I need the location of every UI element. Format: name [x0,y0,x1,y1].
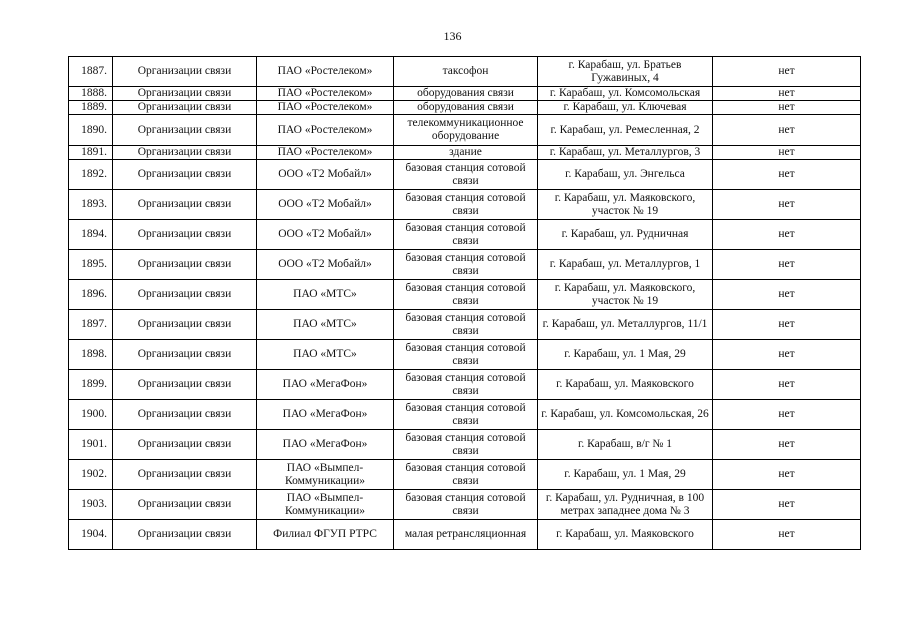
table-row [69,101,861,115]
row-category: Организации связи [113,340,257,370]
table-row [69,310,861,340]
row-owner: ПАО «МегаФон» [257,400,394,430]
table-row [69,146,861,160]
row-number: 1900. [69,400,113,430]
row-note: нет [713,160,861,190]
row-note: нет [713,115,861,146]
row-category: Организации связи [113,520,257,550]
row-category: Организации связи [113,460,257,490]
row-number: 1889. [69,101,113,115]
row-note: нет [713,280,861,310]
row-object: базовая станция сотовой связи [394,340,538,370]
row-note: нет [713,370,861,400]
row-note: нет [713,460,861,490]
table-row [69,87,861,101]
row-owner: Филиал ФГУП РТРС [257,520,394,550]
row-object: базовая станция сотовой связи [394,160,538,190]
row-category: Организации связи [113,250,257,280]
row-category: Организации связи [113,370,257,400]
row-address: г. Карабаш, ул. Металлургов, 1 [538,250,713,280]
row-category: Организации связи [113,280,257,310]
row-owner: ПАО «Вымпел-Коммуникации» [257,490,394,520]
row-address: г. Карабаш, ул. Комсомольская [538,87,713,101]
row-note: нет [713,190,861,220]
row-number: 1902. [69,460,113,490]
table-row [69,370,861,400]
row-address: г. Карабаш, ул. Рудничная [538,220,713,250]
row-category: Организации связи [113,57,257,87]
table-row [69,460,861,490]
registry-table [68,56,861,550]
row-note: нет [713,430,861,460]
row-object: базовая станция сотовой связи [394,370,538,400]
row-number: 1895. [69,250,113,280]
row-address: г. Карабаш, ул. Ключевая [538,101,713,115]
row-address: г. Карабаш, ул. Маяковского, участок № 19 [538,280,713,310]
row-category: Организации связи [113,430,257,460]
row-address: г. Карабаш, в/г № 1 [538,430,713,460]
table-row [69,490,861,520]
row-address: г. Карабаш, ул. Братьев Гужавиных, 4 [538,57,713,87]
row-category: Организации связи [113,400,257,430]
row-object: малая ретрансляционная [394,520,538,550]
row-note: нет [713,220,861,250]
row-owner: ПАО «Ростелеком» [257,101,394,115]
table-row [69,115,861,146]
row-category: Организации связи [113,160,257,190]
row-object: таксофон [394,57,538,87]
row-category: Организации связи [113,101,257,115]
row-address: г. Карабаш, ул. Маяковского [538,520,713,550]
row-number: 1892. [69,160,113,190]
row-note: нет [713,490,861,520]
row-owner: ПАО «МегаФон» [257,430,394,460]
row-address: г. Карабаш, ул. Металлургов, 3 [538,146,713,160]
table-row [69,160,861,190]
row-note: нет [713,87,861,101]
row-address: г. Карабаш, ул. Маяковского [538,370,713,400]
row-address: г. Карабаш, ул. 1 Мая, 29 [538,340,713,370]
row-owner: ПАО «Ростелеком» [257,57,394,87]
row-note: нет [713,340,861,370]
row-category: Организации связи [113,190,257,220]
row-owner: ООО «Т2 Мобайл» [257,220,394,250]
row-number: 1890. [69,115,113,146]
row-object: базовая станция сотовой связи [394,220,538,250]
row-number: 1888. [69,87,113,101]
row-category: Организации связи [113,220,257,250]
row-number: 1897. [69,310,113,340]
row-address: г. Карабаш, ул. Металлургов, 11/1 [538,310,713,340]
row-number: 1894. [69,220,113,250]
row-note: нет [713,101,861,115]
row-owner: ПАО «МТС» [257,280,394,310]
table-row [69,250,861,280]
row-number: 1899. [69,370,113,400]
row-object: базовая станция сотовой связи [394,190,538,220]
row-owner: ООО «Т2 Мобайл» [257,190,394,220]
table-row [69,430,861,460]
row-owner: ПАО «МегаФон» [257,370,394,400]
row-owner: ПАО «Ростелеком» [257,87,394,101]
row-object: базовая станция сотовой связи [394,310,538,340]
table-row [69,280,861,310]
row-number: 1893. [69,190,113,220]
row-category: Организации связи [113,87,257,101]
row-number: 1898. [69,340,113,370]
row-number: 1896. [69,280,113,310]
row-note: нет [713,520,861,550]
row-object: базовая станция сотовой связи [394,490,538,520]
row-object: базовая станция сотовой связи [394,250,538,280]
row-category: Организации связи [113,146,257,160]
row-note: нет [713,146,861,160]
row-owner: ПАО «Вымпел-Коммуникации» [257,460,394,490]
row-owner: ООО «Т2 Мобайл» [257,250,394,280]
table-row [69,400,861,430]
row-owner: ПАО «МТС» [257,310,394,340]
row-note: нет [713,310,861,340]
row-number: 1891. [69,146,113,160]
table-row [69,520,861,550]
page-number: 136 [443,29,462,43]
table-row [69,57,861,87]
row-object: телекоммуникационное оборудование [394,115,538,146]
row-object: здание [394,146,538,160]
row-owner: ПАО «МТС» [257,340,394,370]
row-category: Организации связи [113,490,257,520]
row-object: базовая станция сотовой связи [394,400,538,430]
row-number: 1887. [69,57,113,87]
row-note: нет [713,57,861,87]
table-row [69,340,861,370]
table-row [69,190,861,220]
row-address: г. Карабаш, ул. 1 Мая, 29 [538,460,713,490]
row-number: 1903. [69,490,113,520]
row-category: Организации связи [113,115,257,146]
row-owner: ПАО «Ростелеком» [257,146,394,160]
row-object: базовая станция сотовой связи [394,460,538,490]
row-address: г. Карабаш, ул. Ремесленная, 2 [538,115,713,146]
row-address: г. Карабаш, ул. Комсомольская, 26 [538,400,713,430]
row-number: 1901. [69,430,113,460]
row-note: нет [713,250,861,280]
row-number: 1904. [69,520,113,550]
row-address: г. Карабаш, ул. Рудничная, в 100 метрах западнее дома № 3 [538,490,713,520]
row-object: оборудования связи [394,87,538,101]
row-category: Организации связи [113,310,257,340]
row-owner: ООО «Т2 Мобайл» [257,160,394,190]
row-object: оборудования связи [394,101,538,115]
row-address: г. Карабаш, ул. Энгельса [538,160,713,190]
row-object: базовая станция сотовой связи [394,430,538,460]
table-row [69,220,861,250]
row-owner: ПАО «Ростелеком» [257,115,394,146]
row-note: нет [713,400,861,430]
row-object: базовая станция сотовой связи [394,280,538,310]
row-address: г. Карабаш, ул. Маяковского, участок № 19 [538,190,713,220]
